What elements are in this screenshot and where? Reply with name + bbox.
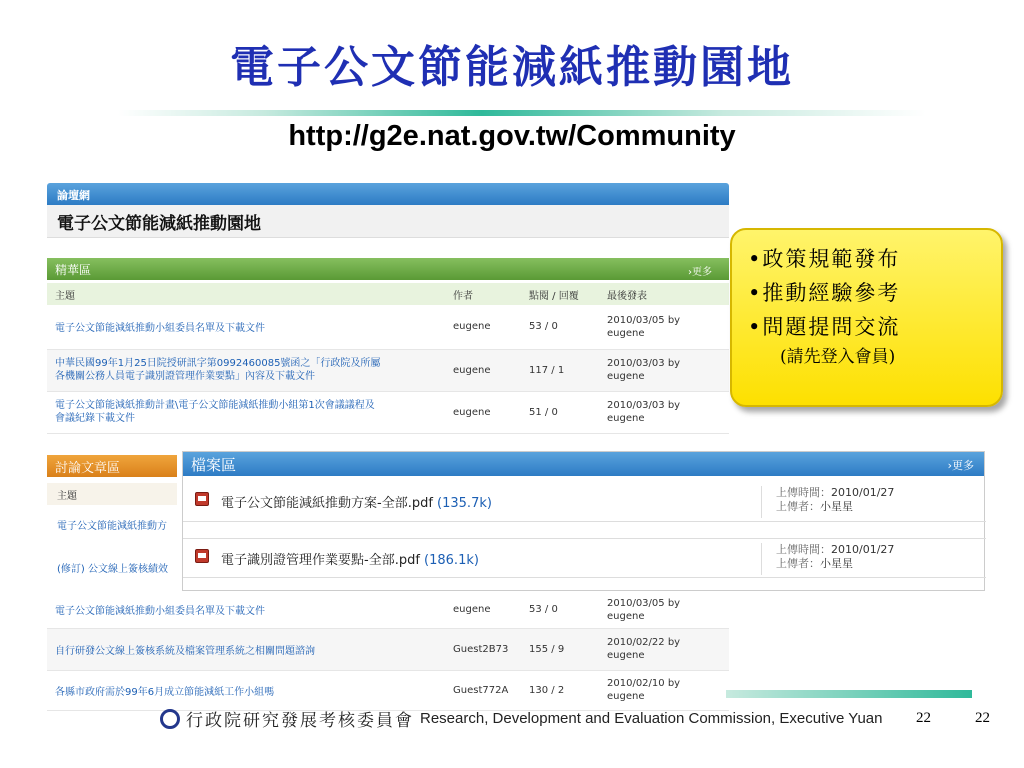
topic-line-2[interactable]: 會議紀錄下載文件	[55, 413, 135, 424]
last-post	[599, 305, 729, 349]
col-topic[interactable]: 主題	[47, 283, 445, 305]
last-post-user: eugene	[607, 327, 645, 339]
discussion-topic-partial[interactable]: 電子公文節能減紙推動方	[57, 521, 167, 532]
upload-time-label: 上傳時間：	[776, 486, 831, 499]
file-link[interactable]	[221, 549, 479, 568]
last-post	[599, 670, 729, 710]
last-post-date: 2010/03/05 by	[607, 314, 681, 326]
topic-link[interactable]: 電子公文節能減紙推動小組委員名單及下載文件	[47, 305, 445, 349]
files-panel	[182, 451, 985, 591]
views-replies: 53 / 0	[521, 592, 599, 628]
last-post-user: eugene	[607, 610, 645, 622]
author: eugene	[445, 391, 521, 433]
last-post-date: 2010/03/05 by	[607, 597, 681, 609]
views-replies: 53 / 0	[521, 305, 599, 349]
featured-more-link[interactable]: ›更多	[688, 267, 712, 278]
last-post	[599, 391, 729, 433]
pdf-icon	[195, 492, 209, 506]
file-size: (186.1k)	[424, 553, 479, 568]
featured-section-bar	[47, 258, 729, 280]
topic-line-1[interactable]: 電子公文節能減紙推動計畫\電子公文節能減紙推動小組第1次會議議程及	[55, 400, 375, 411]
file-name[interactable]: 電子識別證管理作業要點-全部.pdf	[221, 553, 420, 568]
slide-number: 22	[975, 710, 990, 726]
slide-title: 電子公文節能減紙推動園地	[230, 42, 794, 93]
last-post-user: eugene	[607, 650, 645, 661]
table-row[interactable]	[47, 391, 729, 433]
footer	[160, 706, 882, 731]
views-replies: 51 / 0	[521, 391, 599, 433]
last-post-date: 2010/03/03 by	[607, 400, 681, 411]
callout-item: •政策規範發布	[748, 247, 901, 271]
topic-link[interactable]: 自行研發公文線上簽核系統及檔案管理系統之相關問題諮詢	[47, 628, 445, 670]
author: Guest772A	[445, 670, 521, 710]
files-section-title[interactable]: 檔案區	[191, 456, 237, 474]
last-post-date: 2010/02/10 by	[607, 678, 681, 689]
org-name-en: Research, Development and Evaluation Commission, Executive Yuan	[420, 710, 883, 727]
author: eugene	[445, 592, 521, 628]
topic-link[interactable]	[47, 349, 445, 391]
org-name-zh: 行政院研究發展考核委員會	[186, 711, 414, 731]
table-row[interactable]	[47, 628, 729, 670]
views-replies: 117 / 1	[521, 349, 599, 391]
col-last-post[interactable]: 最後發表	[599, 283, 729, 305]
discussion-table	[47, 592, 729, 711]
slide-number: 22	[916, 710, 931, 726]
last-post	[599, 592, 729, 628]
uploader: 小星星	[820, 557, 853, 570]
discussion-section-bar[interactable]: 討論文章區	[47, 455, 177, 477]
author: eugene	[445, 305, 521, 349]
file-row[interactable]	[183, 538, 986, 578]
topic-line-1[interactable]: 中華民國99年1月25日院授研訊字第0992460085號函之「行政院及所屬	[55, 358, 381, 369]
forum-breadcrumb[interactable]: 論壇網	[47, 183, 729, 205]
author: eugene	[445, 349, 521, 391]
callout-note: (請先登入會員)	[780, 347, 896, 367]
last-post-user: eugene	[607, 691, 645, 702]
last-post-date: 2010/03/03 by	[607, 358, 681, 369]
rdec-logo-icon	[160, 709, 180, 729]
upload-time: 2010/01/27	[831, 486, 895, 499]
topic-link[interactable]: 電子公文節能減紙推動小組委員名單及下載文件	[47, 592, 445, 628]
last-post	[599, 349, 729, 391]
file-info	[761, 543, 894, 575]
upload-time-label: 上傳時間：	[776, 543, 831, 556]
table-row[interactable]	[47, 592, 729, 628]
table-row[interactable]	[47, 305, 729, 349]
author: Guest2B73	[445, 628, 521, 670]
callout-item: •問題提問交流	[748, 315, 901, 339]
file-link[interactable]	[221, 492, 492, 511]
discussion-col-topic[interactable]: 主題	[47, 483, 177, 505]
last-post-user: eugene	[607, 413, 645, 424]
files-section-bar	[183, 452, 984, 476]
table-header-row	[47, 283, 729, 305]
topic-link[interactable]: 各縣市政府需於99年6月成立節能減紙工作小組嗎	[47, 670, 445, 710]
uploader-label: 上傳者：	[776, 500, 820, 513]
file-size: (135.7k)	[437, 496, 492, 511]
title-underline	[118, 110, 926, 116]
table-row[interactable]	[47, 349, 729, 391]
feature-callout	[730, 228, 1003, 407]
table-row[interactable]	[47, 670, 729, 710]
file-row[interactable]	[183, 482, 986, 522]
views-replies: 130 / 2	[521, 670, 599, 710]
pdf-icon	[195, 549, 209, 563]
last-post-date: 2010/02/22 by	[607, 637, 681, 648]
files-more-link[interactable]: ›更多	[947, 459, 974, 472]
file-info	[761, 486, 894, 518]
last-post-user: eugene	[607, 371, 645, 382]
col-author[interactable]: 作者	[445, 283, 521, 305]
featured-table	[47, 283, 729, 434]
views-replies: 155 / 9	[521, 628, 599, 670]
upload-time: 2010/01/27	[831, 543, 895, 556]
footer-accent-line	[726, 690, 972, 698]
topic-link[interactable]	[47, 391, 445, 433]
last-post	[599, 628, 729, 670]
callout-item: •推動經驗參考	[748, 281, 901, 305]
discussion-topic-partial[interactable]: (修訂) 公文線上簽核績效	[57, 564, 168, 575]
forum-heading: 電子公文節能減紙推動園地	[47, 205, 729, 238]
file-name[interactable]: 電子公文節能減紙推動方案-全部.pdf	[221, 496, 433, 511]
uploader: 小星星	[820, 500, 853, 513]
featured-section-title: 精華區	[55, 263, 92, 277]
community-url[interactable]: http://g2e.nat.gov.tw/Community	[288, 120, 736, 152]
col-views[interactable]: 點閱 / 回覆	[521, 283, 599, 305]
topic-line-2[interactable]: 各機關公務人員電子識別證管理作業要點」內容及下載文件	[55, 371, 315, 382]
uploader-label: 上傳者：	[776, 557, 820, 570]
